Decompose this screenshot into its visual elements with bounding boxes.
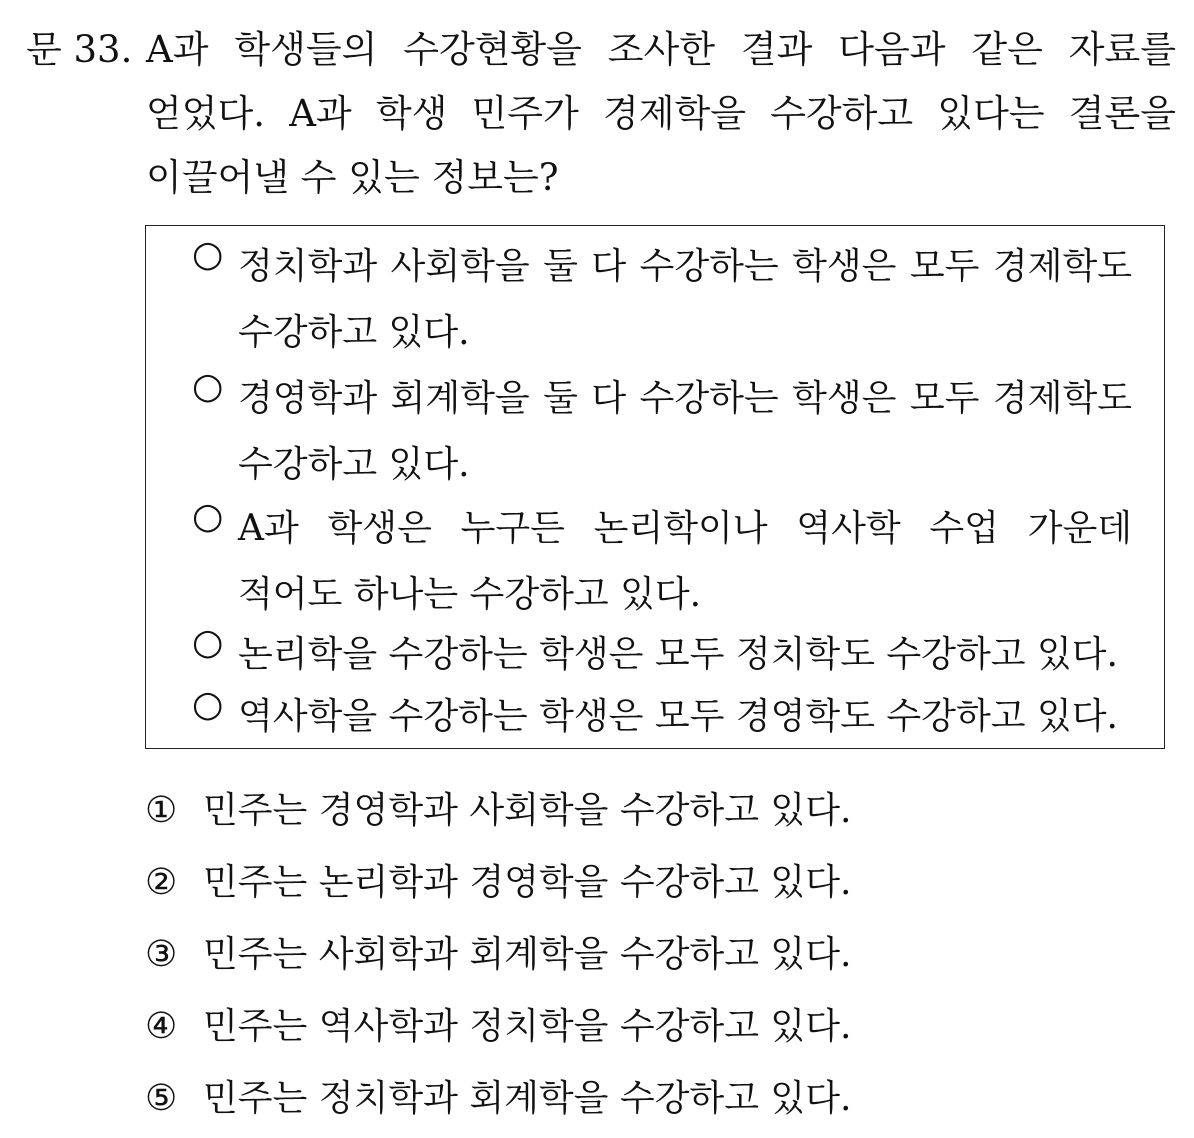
choice-number: ③ bbox=[145, 934, 178, 975]
choice-number: ① bbox=[145, 790, 178, 831]
choice-text: 민주는 정치학과 회계학을 수강하고 있다. bbox=[203, 1078, 852, 1119]
condition-line: 수강하고 있다. bbox=[238, 312, 470, 353]
choice-number: ② bbox=[145, 862, 178, 903]
answer-choice-3[interactable] bbox=[145, 922, 851, 994]
condition-line: 논리학을 수강하는 학생은 모두 정치학도 수강하고 있다. bbox=[238, 634, 1118, 675]
answer-choice-4[interactable] bbox=[145, 994, 851, 1066]
condition-line: 역사학을 수강하는 학생은 모두 경영학도 수강하고 있다. bbox=[238, 696, 1118, 737]
condition-line: 정치학과 사회학을 둘 다 수강하는 학생은 모두 경제학도 bbox=[238, 246, 1132, 287]
circle-bullet-icon: ○ bbox=[192, 622, 224, 663]
answer-choice-2[interactable] bbox=[145, 850, 851, 922]
question-stem bbox=[26, 18, 1176, 210]
condition-item bbox=[192, 496, 1132, 628]
condition-line: 수강하고 있다. bbox=[238, 444, 470, 485]
question-line: 이끌어낼 수 있는 정보는? bbox=[146, 156, 559, 199]
circle-bullet-icon: ○ bbox=[192, 366, 224, 407]
answer-choice-5[interactable] bbox=[145, 1066, 851, 1138]
question-number: 문 33. bbox=[26, 28, 133, 71]
condition-line: 경영학과 회계학을 둘 다 수강하는 학생은 모두 경제학도 bbox=[238, 378, 1132, 419]
question-header bbox=[26, 18, 1176, 210]
conditions-box bbox=[145, 225, 1165, 749]
condition-item bbox=[192, 684, 1132, 750]
question-line: 얻었다. A과 학생 민주가 경제학을 수강하고 있다는 결론을 bbox=[146, 92, 1176, 135]
answer-choice-1[interactable] bbox=[145, 778, 851, 850]
question-line: A과 학생들의 수강현황을 조사한 결과 다음과 같은 자료를 bbox=[146, 28, 1176, 71]
choice-text: 민주는 사회학과 회계학을 수강하고 있다. bbox=[203, 934, 852, 975]
condition-line: 적어도 하나는 수강하고 있다. bbox=[238, 574, 702, 615]
circle-bullet-icon: ○ bbox=[192, 684, 224, 725]
condition-line: A과 학생은 누구든 논리학이나 역사학 수업 가운데 bbox=[238, 508, 1132, 549]
choice-text: 민주는 경영학과 사회학을 수강하고 있다. bbox=[203, 790, 852, 831]
question-text bbox=[146, 18, 1176, 210]
circle-bullet-icon: ○ bbox=[192, 234, 224, 275]
choice-text: 민주는 역사학과 정치학을 수강하고 있다. bbox=[203, 1006, 852, 1047]
answer-choices bbox=[145, 778, 851, 1138]
condition-item bbox=[192, 366, 1132, 498]
choice-number: ④ bbox=[145, 1006, 178, 1047]
circle-bullet-icon: ○ bbox=[192, 496, 224, 537]
condition-item bbox=[192, 234, 1132, 366]
condition-item bbox=[192, 622, 1132, 688]
choice-text: 민주는 논리학과 경영학을 수강하고 있다. bbox=[203, 862, 852, 903]
choice-number: ⑤ bbox=[145, 1078, 178, 1119]
